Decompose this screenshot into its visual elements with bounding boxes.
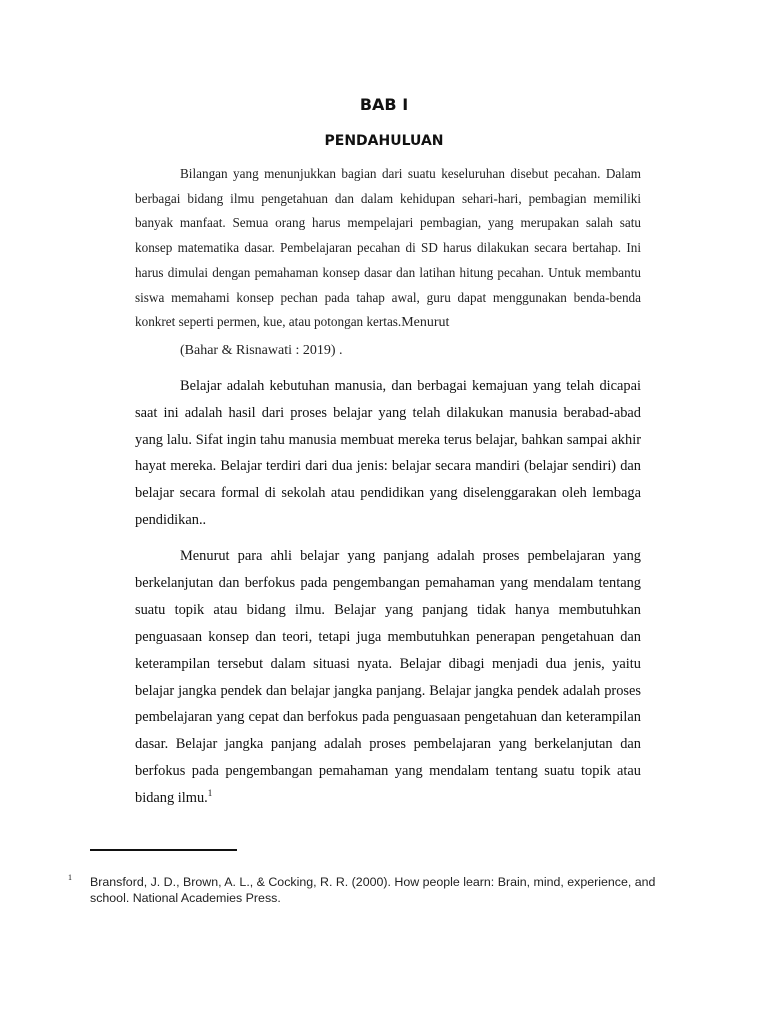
paragraph-intro — [135, 162, 641, 364]
paragraph-intro-text: Bilangan yang menunjukkan bagian dari suatu keseluruhan disebut pecahan. Dalam berbagai bidang ilmu pengetahuan dan dalam kehidupan sehari-hari, pembagian memiliki banyak manfaat. Semua orang harus mempelajari pembagian, yang merupakan salah satu konsep matematika dasar. Pembelajaran pecahan di SD harus dilakukan secara bertahap. Ini harus dimulai dengan pemahaman konsep dasar dan latihan hitung pecahan. Untuk membantu siswa memahami konsep pechan pada tahap awal, guru dapat menggunakan benda-benda konkret seperti permen, kue, atau potongan kertas. — [135, 166, 641, 330]
chapter-heading: BAB I — [359, 95, 409, 114]
paragraph-belajar: Belajar adalah kebutuhan manusia, dan berbagai kemajuan yang telah dicapai saat ini adalah hasil dari proses belajar yang telah dilakukan manusia berabad-abad yang lalu. Sifat ingin tahu manusia membuat mereka terus belajar, bahkan sampai akhir hayat mereka. Belajar terdiri dari dua jenis: belajar secara mandiri (belajar sendiri) dan belajar secara formal di sekolah atau pendidikan yang diselenggarakan oleh lembaga pendidikan.. — [135, 378, 641, 528]
paragraph-para-ahli-text: Menurut para ahli belajar yang panjang adalah proses pembelajaran yang berkelanjutan dan berfokus pada pengembangan pemahaman yang mendalam tentang suatu topik atau bidang ilmu. Belajar yang panjang tidak hanya membutuhkan penguasaan konsep dan teori, tetapi juga membutuhkan penerapan pengetahuan dan keterampilan tersebut dalam situasi nyata. Belajar dibagi menjadi dua jenis, yaitu belajar jangka pendek dan belajar jangka panjang. Belajar jangka pendek adalah proses pembelajaran yang cepat dan berfokus pada penguasaan pengetahuan dan keterampilan dasar. Belajar jangka panjang adalah proses pembelajaran yang berkelanjutan dan berfokus pada pengembangan pemahaman yang mendalam tentang suatu topik atau bidang ilmu. — [135, 548, 641, 807]
footnote-number: 1 — [68, 873, 72, 882]
paragraph-para-ahli — [135, 543, 641, 812]
paragraph-intro-citation: (Bahar & Risnawati : 2019) . — [180, 342, 343, 358]
paragraph-intro-tail: Menurut — [401, 315, 450, 331]
footnote-reference[interactable]: 1 — [207, 788, 213, 799]
chapter-title: PENDAHULUAN — [324, 133, 444, 149]
footnote-separator — [90, 849, 237, 851]
footnote-text: Bransford, J. D., Brown, A. L., & Cocking, R. R. (2000). How people learn: Brain, mind, experience, and school. National Academies Press. — [90, 875, 656, 905]
